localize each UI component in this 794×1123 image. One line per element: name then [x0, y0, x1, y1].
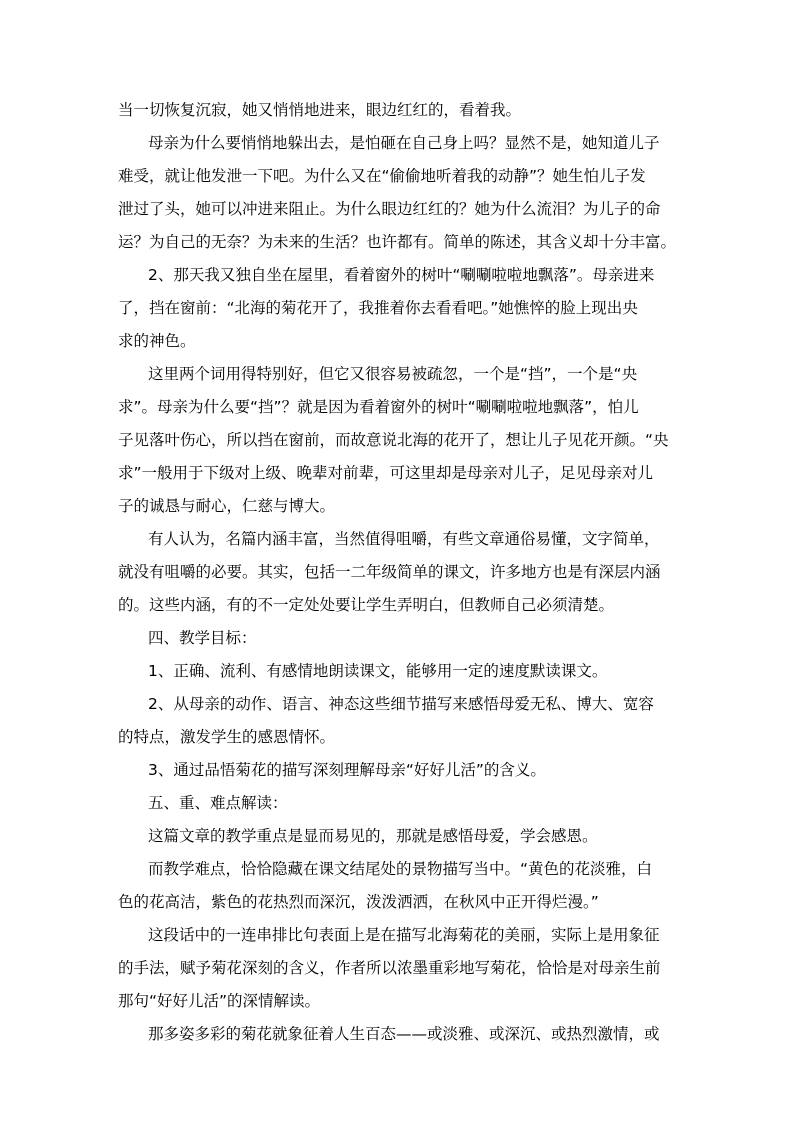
text-line-21: 3、通过品悟菊花的描写深刻理解母亲“好好儿活”的含义。	[148, 761, 546, 779]
text-line-19: 2、从母亲的动作、语言、神态这些细节描写来感悟母爱无私、博大、宽容	[148, 695, 654, 713]
section-heading-objectives: 四、教学目标：	[148, 629, 257, 647]
text-line-12: 求”一般用于下级对上级、晚辈对前辈，可这里却是母亲对儿子，足见母亲对儿	[118, 464, 654, 482]
text-line-14: 有人认为，名篇内涵丰富，当然值得咀嚼，有些文章通俗易懂，文字简单，	[148, 530, 660, 548]
text-line-18: 1、正确、流利、有感情地朗读课文，能够用一定的速度默读课文。	[148, 662, 608, 680]
text-line-15: 就没有咀嚼的必要。其实，包括一二年级简单的课文，许多地方也是有深层内涵	[118, 563, 661, 581]
text-line-11: 子见落叶伤心，所以挡在窗前，而故意说北海的花开了，想让儿子见花开颜。“央	[118, 431, 669, 449]
text-line-10: 求”。母亲为什么要“挡”？就是因为看着窗外的树叶“唰唰啦啦地飘落”，怕儿	[118, 398, 639, 416]
text-line-24: 而教学难点，恰恰隐藏在课文结尾处的景物描写当中。“黄色的花淡雅，白	[148, 860, 653, 878]
text-line-13: 子的诚恳与耐心，仁慈与博大。	[118, 497, 336, 515]
text-line-1: 当一切恢复沉寂，她又悄悄地进来，眼边红红的，看着我。	[118, 101, 522, 119]
text-line-16: 的。这些内涵，有的不一定处处要让学生弄明白，但教师自己必须清楚。	[118, 596, 615, 614]
text-line-9: 这里两个词用得特别好，但它又很容易被疏忽，一个是“挡”，一个是“央	[148, 365, 638, 383]
text-line-28: 那句“好好儿活”的深情解读。	[118, 992, 321, 1010]
text-line-3: 难受，就让他发泄一下吧。为什么又在“偷偷地听着我的动静”？她生怕儿子发	[118, 167, 646, 185]
text-line-25: 色的花高洁，紫色的花热烈而深沉，泼泼洒洒，在秋风中正开得烂漫。”	[118, 893, 599, 911]
text-line-23: 这篇文章的教学重点是显而易见的，那就是感悟母爱，学会感恩。	[148, 827, 598, 845]
text-line-2: 母亲为什么要悄悄地躲出去，是怕砸在自己身上吗？显然不是，她知道儿子	[148, 134, 660, 152]
text-line-29: 那多姿多彩的菊花就象征着人生百态——或淡雅、或深沉、或热烈激情，或	[148, 1025, 660, 1043]
text-line-27: 的手法，赋予菊花深刻的含义，作者所以浓墨重彩地写菊花，恰恰是对母亲生前	[118, 959, 661, 977]
section-heading-key-points: 五、重、难点解读：	[148, 794, 288, 812]
text-line-26: 这段话中的一连串排比句表面上是在描写北海菊花的美丽，实际上是用象征	[148, 926, 660, 944]
text-line-20: 的特点，激发学生的感恩情怀。	[118, 728, 336, 746]
text-line-8: 求的神色。	[118, 332, 196, 350]
text-line-7: 了，挡在窗前：“北海的菊花开了，我推着你去看看吧。”她憔悴的脸上现出央	[118, 299, 638, 317]
text-line-5: 运？为自己的无奈？为未来的生活？也许都有。简单的陈述，其含义却十分丰富。	[118, 233, 677, 251]
text-line-4: 泄过了头，她可以冲进来阻止。为什么眼边红红的？她为什么流泪？为儿子的命	[118, 200, 661, 218]
text-line-6: 2、那天我又独自坐在屋里，看着窗外的树叶“唰唰啦啦地飘落”。母亲进来	[148, 266, 655, 284]
